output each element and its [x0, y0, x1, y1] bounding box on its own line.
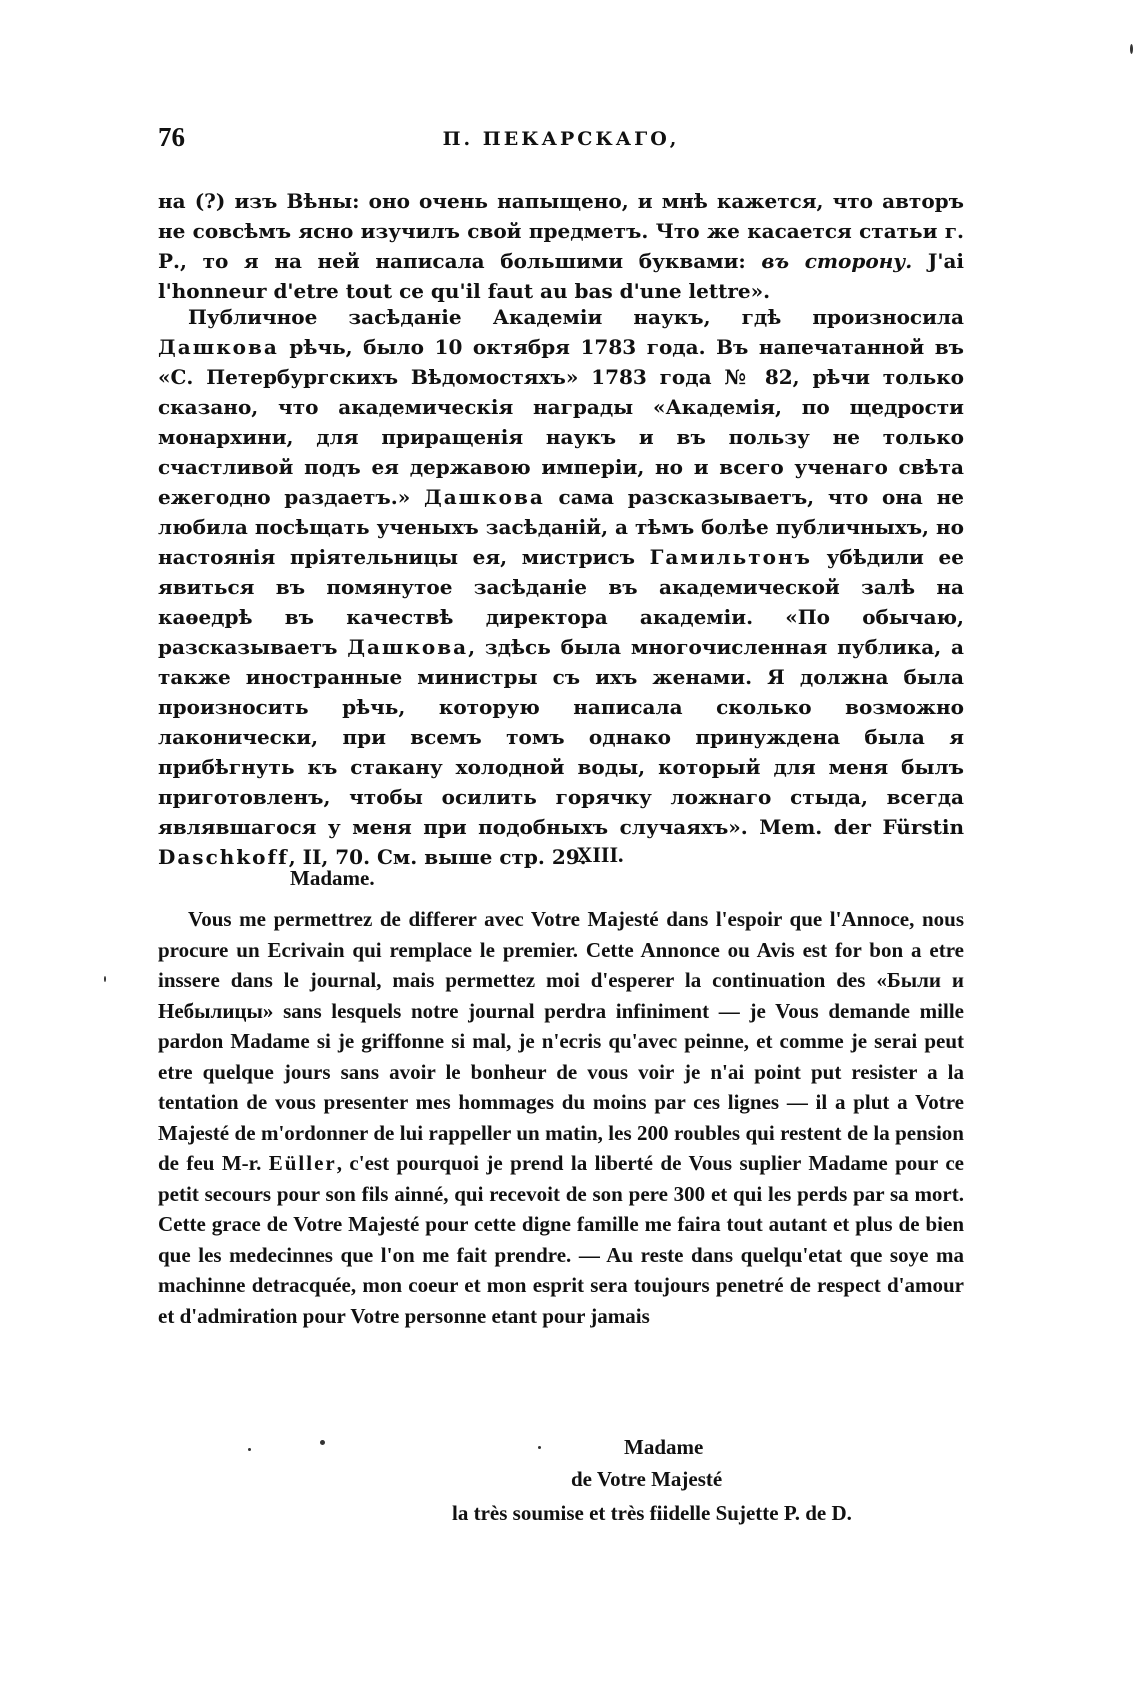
commentary-paragraph [158, 302, 964, 872]
continuation-text-2: J'ai l'honneur d'etre tout ce qu'il faut au bas d'une lettre». [158, 249, 964, 303]
scan-speck [104, 976, 106, 982]
letter-continuation [158, 186, 964, 306]
closing-line-2: de Votre Majesté [571, 1467, 723, 1491]
commentary-text-5: , здѣсь была многочисленная публика, а также иностранные министры съ ихъ женами. Я должна была произносить рѣчь, которую написала сколько возможно лаконически, при всемъ томъ однако принуждена была я прибѣгнуть къ стакану холодной воды, который для меня былъ приготовленъ, чтобы осилить горячку ложнаго стыда, всегда являвшагося у меня при подобныхъ случаяхъ». Mem. der Fürstin [158, 635, 964, 839]
commentary-text-2: рѣчь, было 10 октября 1783 года. Въ напечатанной въ «С. Петербургскихъ Вѣдомостяхъ» 1783 года № 82, рѣчи только сказано, что академическія награды «Академія, по щедрости монархини, для приращенія наукъ и въ пользу не только счастливой подъ ея державою имперіи, но и всего ученаго свѣта ежегодно раздаетъ.» [158, 335, 964, 509]
commentary-name: Daschkoff [158, 845, 289, 869]
letter-text-1: Vous me permettrez de differer avec Votre Majesté dans l'espoir que l'Annoce, nous procure un Ecrivain qui remplace le premier. Cette Annonce ou Avis est for bon a etre insserе dans le journal, mais permettez moi d'esperer la continuation des «Были и Небылицы» sans lesquels notre journal perdra infiniment — je Vous demande mille pardon Madame si je griffonne si mal, je n'ecris qu'avec peinne, et comme je serai peut etre quelque jours sans avoir le bonheur de vous voir je n'ai point put resister a la tentation de vous presenter mes hommages du moins par ces lignes — il a plut a Votre Majesté de m'ordonner de lui rappeller un matin, les 200 roubles qui restent de la pension de feu M-r. [158, 907, 964, 1175]
commentary-name: Гамильтонъ [649, 545, 812, 569]
letter-name: Eüller [268, 1151, 337, 1175]
commentary-name: Дашкова [158, 335, 279, 359]
continuation-paragraph [158, 186, 964, 306]
page-number: 76 [158, 122, 185, 152]
running-head: П. ПЕКАРСКАГО, [442, 128, 680, 150]
closing-line-1: Madame [624, 1435, 704, 1459]
letter-paragraph [158, 904, 964, 1331]
commentary-text-3: сама разсказываетъ, что она не любила посѣщать ученыхъ засѣданій, а тѣмъ болѣе публичныхъ, но настоянія пріятельницы ея, мистрисъ [158, 485, 964, 569]
commentary-text-1: Публичное засѣданіе Академіи наукъ, гдѣ произносила [188, 305, 964, 329]
continuation-text-1: на (?) изъ Вѣны: оно очень напыщено, и мнѣ кажется, что авторъ не совсѣмъ ясно изучилъ свой предметъ. Что же касается статьи г. Р., то я на ней написала большими буквами: [158, 189, 964, 273]
scan-speck [1130, 44, 1133, 54]
scan-speck [248, 1448, 251, 1451]
commentary-text-4: убѣдили ее явиться въ помянутое засѣданіе въ академической залѣ на каѳедрѣ въ качествѣ директора академіи. «По обычаю, разсказываетъ [158, 545, 964, 659]
scan-speck [320, 1440, 325, 1445]
commentary-name: Дашкова [347, 635, 469, 659]
continuation-italic: въ сторону. [761, 249, 913, 273]
commentary-block [158, 302, 964, 872]
commentary-text-6: , II, 70. См. выше стр. 29. [288, 845, 587, 869]
letter-body [158, 904, 964, 1331]
scan-speck [538, 1446, 541, 1449]
letter-text-2: , c'est pourquoi je prend la liberté de Vous suplier Madame pour ce petit secours pour son fils ainné, qui recevoit de son pere 300 et qui les perds par sa mort. Cette grace de Votre Majesté pour cette digne famille me faira tout autant et plus de bien que les medecinnes que l'on me fait prendre. — Au reste dans quelqu'etat que soye ma machinne detracquée, mon coeur et mon esprit sera toujours penetré de respect d'amour et d'admiration pour Votre personne etant pour jamais [158, 1151, 964, 1328]
section-number: XIII. [576, 842, 624, 867]
letter-salutation: Madame. [290, 866, 375, 890]
page-header [158, 122, 964, 162]
commentary-name: Дашкова [423, 485, 545, 509]
signature-line: la très soumise et très fiidelle Sujette P. de D. [452, 1501, 852, 1525]
